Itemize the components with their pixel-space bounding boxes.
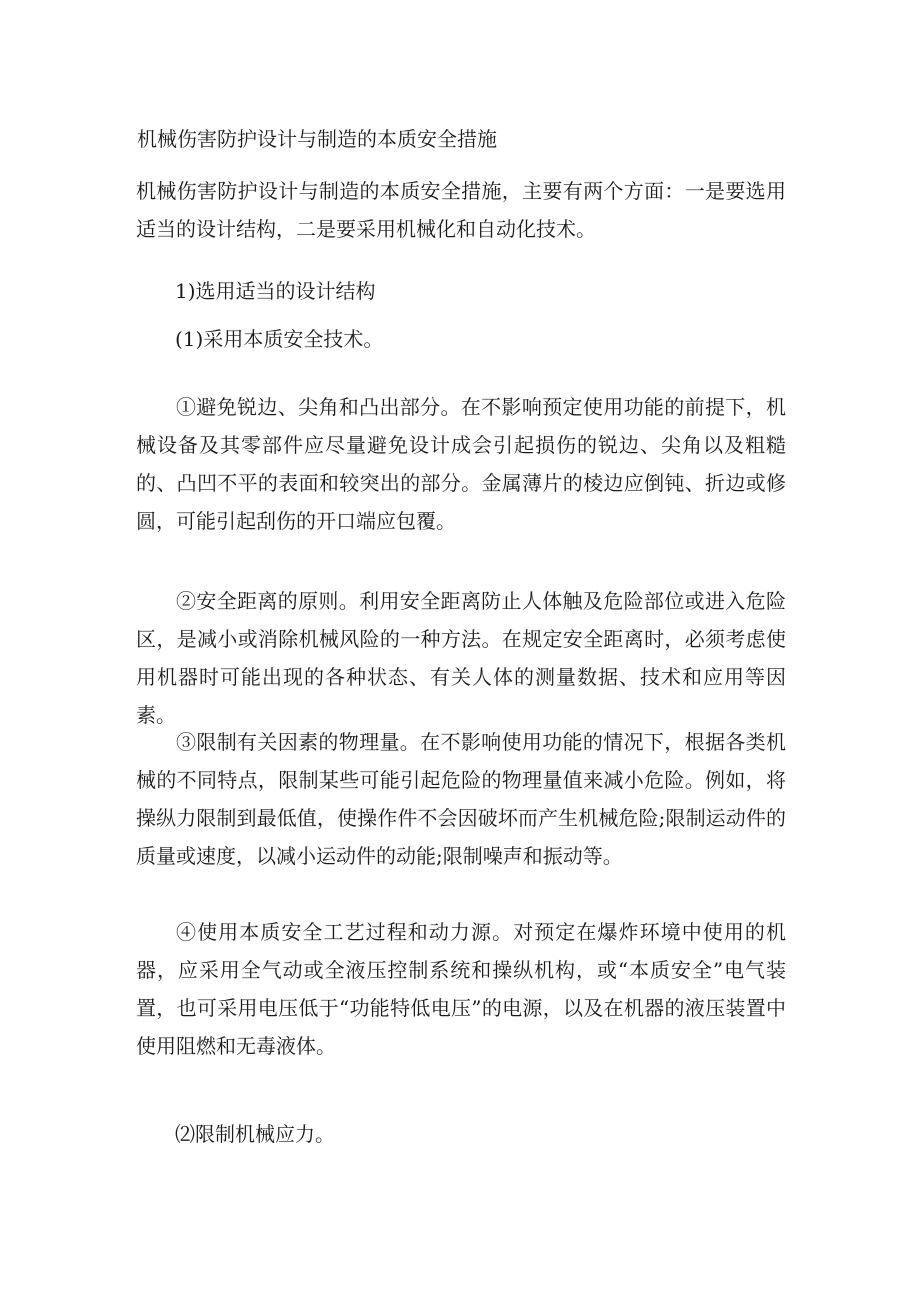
section-heading: 1)选用适当的设计结构 [175,279,376,303]
list-item-2: ②安全距离的原则。利用安全距离防止人体触及危险部位或进入危险区，是减小或消除机械风险的一种方法。在规定安全距离时，必须考虑使用机器时可能出现的各种状态、有关人体的测量数据、技术和应用等因素。 [136,589,786,727]
subsection-heading: (1)采用本质安全技术。 [175,327,384,351]
list-item-1: ①避免锐边、尖角和凸出部分。在不影响预定使用功能的前提下，机械设备及其零部件应尽量避免设计成会引起损伤的锐边、尖角以及粗糙的、凸凹不平的表面和较突出的部分。金属薄片的棱边应倒钝、折边或修圆，可能引起刮伤的开口端应包覆。 [136,395,786,533]
list-item-3: ③限制有关因素的物理量。在不影响使用功能的情况下，根据各类机械的不同特点，限制某些可能引起危险的物理量值来减小危险。例如，将操纵力限制到最低值，使操作件不会因破坏而产生机械危险;限制运动件的质量或速度，以减小运动件的动能;限制噪声和振动等。 [136,730,786,868]
document-title: 机械伤害防护设计与制造的本质安全措施 [137,127,497,151]
intro-paragraph: 机械伤害防护设计与制造的本质安全措施，主要有两个方面：一是要选用适当的设计结构，二是要采用机械化和自动化技术。 [136,179,786,241]
subsection-heading-2: ⑵限制机械应力。 [175,1122,335,1146]
list-item-4: ④使用本质安全工艺过程和动力源。对预定在爆炸环境中使用的机器，应采用全气动或全液压控制系统和操纵机构，或“本质安全”电气装置，也可采用电压低于“功能特低电压”的电源，以及在机器的液压装置中使用阻燃和无毒液体。 [136,920,786,1058]
